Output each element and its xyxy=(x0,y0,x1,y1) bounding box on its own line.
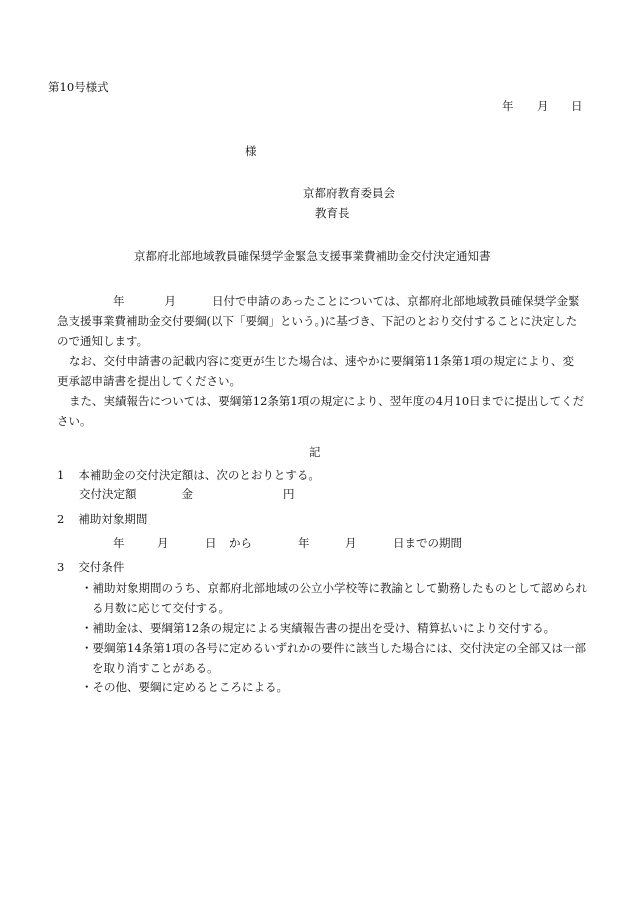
p1-month: 月 xyxy=(164,294,176,308)
issuer-title: 教育長 xyxy=(315,206,350,220)
condition-bullet-3: ・要綱第14条第1項の各号に定めるいずれかの要件に該当した場合には、交付決定の全部又は一部を取り消すことがある。 xyxy=(81,641,586,675)
amount-label: 交付決定額 xyxy=(79,487,137,501)
condition-bullet-2: ・補助金は、要綱第12条の規定による実績報告書の提出を受け、精算払いにより交付する。 xyxy=(81,621,556,635)
condition-bullet-4: ・その他、要綱に定めるところによる。 xyxy=(81,680,288,694)
ki-heading: 記 xyxy=(309,445,321,459)
section1-amount xyxy=(79,489,295,501)
period-to-month: 月 xyxy=(345,536,357,550)
section2-text: 補助対象期間 xyxy=(78,512,148,526)
section3-text: 交付条件 xyxy=(78,560,125,574)
section3-heading xyxy=(57,562,124,574)
body-paragraph-2: なお、交付申請書の記載内容に変更が生じた場合は、速やかに要綱第11条第1項の規定により、変更承認申請書を提出してください。 xyxy=(57,354,574,388)
section1-heading xyxy=(57,470,320,482)
period-from-month: 月 xyxy=(157,536,169,550)
section1-text: 本補助金の交付決定額は、次のとおりとする。 xyxy=(78,468,320,482)
date-year: 年 xyxy=(502,99,514,113)
period-from-day: 日 xyxy=(205,536,217,550)
body-paragraph-3: また、実績報告については、要綱第12条第1項の規定により、翌年度の4月10日までに提出してください。 xyxy=(57,394,585,428)
section1-number: 1 xyxy=(57,468,65,482)
amount-kin: 金 xyxy=(181,487,193,501)
period-to-year: 年 xyxy=(298,536,310,550)
form-number: 第10号様式 xyxy=(48,80,109,94)
body-paragraph-1 xyxy=(57,291,585,351)
date-month: 月 xyxy=(537,99,549,113)
document-title: 京都府北部地域教員確保奨学金緊急支援事業費補助金交付決定通知書 xyxy=(134,249,491,263)
date-day: 日 xyxy=(571,99,583,113)
p1-text: 日付で申請のあったことについては、京都府北部地域教員確保奨学金緊急支援事業費補助金交付要綱(以下「要綱」という。)に基づき、下記のとおり交付することに決定したので通知します。 xyxy=(57,294,580,348)
section3-number: 3 xyxy=(57,560,65,574)
amount-yen: 円 xyxy=(283,487,295,501)
section2-heading xyxy=(57,514,147,526)
period-from: から xyxy=(229,536,252,550)
condition-bullet-1: ・補助対象期間のうち、京都府北部地域の公立小学校等に教諭として勤務したものとして認められる月数に応じて交付する。 xyxy=(81,581,587,615)
section2-number: 2 xyxy=(57,512,65,526)
p1-year: 年 xyxy=(113,294,125,308)
issuer-organization: 京都府教育委員会 xyxy=(303,186,395,200)
period-from-year: 年 xyxy=(113,536,125,550)
period-to-day: 日までの期間 xyxy=(393,536,462,550)
addressee-suffix: 様 xyxy=(245,144,257,158)
